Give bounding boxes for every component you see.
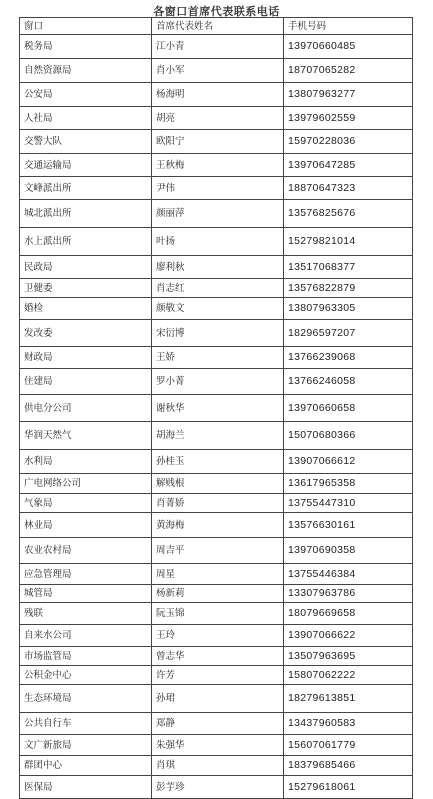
cell-phone-number: 13755446384 — [284, 564, 413, 585]
cell-window: 林业局 — [20, 513, 152, 538]
cell-representative-name: 孙珺 — [152, 685, 284, 713]
cell-phone-number: 15970228036 — [284, 130, 413, 154]
cell-representative-name: 王秋梅 — [152, 154, 284, 177]
cell-phone-number: 13807963305 — [284, 298, 413, 320]
cell-window: 住建局 — [20, 369, 152, 395]
table-row — [20, 474, 413, 494]
cell-phone-number: 13766246058 — [284, 369, 413, 395]
table-row — [20, 347, 413, 369]
cell-representative-name: 肖志红 — [152, 279, 284, 298]
cell-representative-name: 王娇 — [152, 347, 284, 369]
cell-representative-name: 肖小军 — [152, 59, 284, 83]
cell-phone-number: 13507963695 — [284, 647, 413, 666]
cell-phone-number: 13617965358 — [284, 474, 413, 494]
cell-representative-name: 杨海明 — [152, 83, 284, 107]
cell-representative-name: 肖菁娇 — [152, 494, 284, 513]
cell-phone-number: 15279821014 — [284, 228, 413, 256]
cell-window: 文广新旅局 — [20, 735, 152, 756]
cell-window: 发改委 — [20, 320, 152, 347]
cell-phone-number: 13766239068 — [284, 347, 413, 369]
cell-window: 自来水公司 — [20, 625, 152, 647]
cell-window: 公安局 — [20, 83, 152, 107]
cell-representative-name: 杨新莉 — [152, 585, 284, 603]
cell-phone-number: 15070680366 — [284, 422, 413, 450]
cell-phone-number: 13576825676 — [284, 200, 413, 228]
cell-representative-name: 尹伟 — [152, 177, 284, 200]
table-header-row — [20, 18, 413, 35]
cell-phone-number: 13517068377 — [284, 256, 413, 279]
cell-phone-number: 13907066622 — [284, 625, 413, 647]
header-window: 窗口 — [20, 18, 152, 35]
table-row — [20, 395, 413, 422]
cell-representative-name: 欧阳宁 — [152, 130, 284, 154]
cell-window: 自然资源局 — [20, 59, 152, 83]
cell-representative-name: 许芳 — [152, 666, 284, 685]
table-row — [20, 256, 413, 279]
table-row — [20, 538, 413, 564]
cell-window: 人社局 — [20, 107, 152, 130]
table-body — [20, 35, 413, 799]
table-row — [20, 177, 413, 200]
cell-representative-name: 王玲 — [152, 625, 284, 647]
cell-representative-name: 孙桂玉 — [152, 450, 284, 474]
table-row — [20, 685, 413, 713]
cell-representative-name: 叶扬 — [152, 228, 284, 256]
cell-window: 财政局 — [20, 347, 152, 369]
cell-phone-number: 15279618061 — [284, 776, 413, 799]
cell-window: 广电网络公司 — [20, 474, 152, 494]
header-phone-number: 手机号码 — [284, 18, 413, 35]
table-row — [20, 585, 413, 603]
table-row — [20, 776, 413, 799]
cell-representative-name: 朱强华 — [152, 735, 284, 756]
table-row — [20, 320, 413, 347]
cell-window: 公共自行车 — [20, 713, 152, 735]
cell-window: 水上派出所 — [20, 228, 152, 256]
cell-window: 应急管理局 — [20, 564, 152, 585]
cell-phone-number: 13307963786 — [284, 585, 413, 603]
cell-phone-number: 13970660485 — [284, 35, 413, 59]
table-row — [20, 647, 413, 666]
cell-phone-number: 13755447310 — [284, 494, 413, 513]
cell-window: 公积金中心 — [20, 666, 152, 685]
table-row — [20, 279, 413, 298]
table-row — [20, 59, 413, 83]
cell-window: 医保局 — [20, 776, 152, 799]
table-row — [20, 513, 413, 538]
cell-window: 民政局 — [20, 256, 152, 279]
table-row — [20, 603, 413, 625]
cell-phone-number: 15607061779 — [284, 735, 413, 756]
cell-window: 税务局 — [20, 35, 152, 59]
cell-phone-number: 15807062222 — [284, 666, 413, 685]
table-row — [20, 35, 413, 59]
cell-representative-name: 胡亮 — [152, 107, 284, 130]
cell-representative-name: 阮玉锦 — [152, 603, 284, 625]
table-row — [20, 228, 413, 256]
header-representative-name: 首席代表姓名 — [152, 18, 284, 35]
table-row — [20, 369, 413, 395]
table-row — [20, 494, 413, 513]
cell-window: 卫健委 — [20, 279, 152, 298]
cell-representative-name: 颜敬文 — [152, 298, 284, 320]
cell-window: 气象局 — [20, 494, 152, 513]
cell-window: 市场监管局 — [20, 647, 152, 666]
cell-representative-name: 颜丽萍 — [152, 200, 284, 228]
cell-window: 农业农村局 — [20, 538, 152, 564]
cell-representative-name: 解贱根 — [152, 474, 284, 494]
cell-representative-name: 肖琪 — [152, 756, 284, 776]
cell-phone-number: 13970647285 — [284, 154, 413, 177]
cell-window: 残联 — [20, 603, 152, 625]
table-row — [20, 625, 413, 647]
cell-phone-number: 13437960583 — [284, 713, 413, 735]
cell-window: 水利局 — [20, 450, 152, 474]
cell-representative-name: 曾志华 — [152, 647, 284, 666]
cell-representative-name: 廖利秋 — [152, 256, 284, 279]
cell-representative-name: 宋衍博 — [152, 320, 284, 347]
table-row — [20, 666, 413, 685]
page-title: 各窗口首席代表联系电话 — [153, 5, 280, 18]
cell-representative-name: 谢秋华 — [152, 395, 284, 422]
cell-representative-name: 胡海兰 — [152, 422, 284, 450]
cell-window: 供电分公司 — [20, 395, 152, 422]
cell-phone-number: 18079669658 — [284, 603, 413, 625]
table-row — [20, 130, 413, 154]
cell-window: 婚检 — [20, 298, 152, 320]
table-row — [20, 154, 413, 177]
cell-window: 生态环境局 — [20, 685, 152, 713]
cell-phone-number: 18870647323 — [284, 177, 413, 200]
cell-phone-number: 18379685466 — [284, 756, 413, 776]
cell-phone-number: 18296597207 — [284, 320, 413, 347]
cell-window: 文峰派出所 — [20, 177, 152, 200]
table-row — [20, 756, 413, 776]
contact-table — [19, 17, 413, 799]
cell-representative-name: 周吉平 — [152, 538, 284, 564]
table-row — [20, 422, 413, 450]
cell-window: 交警大队 — [20, 130, 152, 154]
cell-window: 城北派出所 — [20, 200, 152, 228]
cell-phone-number: 13970660658 — [284, 395, 413, 422]
cell-phone-number: 18707065282 — [284, 59, 413, 83]
cell-phone-number: 13807963277 — [284, 83, 413, 107]
cell-phone-number: 13979602559 — [284, 107, 413, 130]
cell-representative-name: 彭芋珍 — [152, 776, 284, 799]
cell-window: 群团中心 — [20, 756, 152, 776]
table-row — [20, 107, 413, 130]
cell-representative-name: 罗小菁 — [152, 369, 284, 395]
cell-representative-name: 江小青 — [152, 35, 284, 59]
cell-representative-name: 郑静 — [152, 713, 284, 735]
cell-phone-number: 18279613851 — [284, 685, 413, 713]
cell-window: 交通运输局 — [20, 154, 152, 177]
table-row — [20, 450, 413, 474]
table-row — [20, 735, 413, 756]
cell-representative-name: 黄海梅 — [152, 513, 284, 538]
cell-phone-number: 13907066612 — [284, 450, 413, 474]
cell-phone-number: 13576630161 — [284, 513, 413, 538]
cell-phone-number: 13576822879 — [284, 279, 413, 298]
cell-window: 华润天然气 — [20, 422, 152, 450]
table-row — [20, 83, 413, 107]
table-row — [20, 713, 413, 735]
cell-window: 城管局 — [20, 585, 152, 603]
table-row — [20, 564, 413, 585]
table-row — [20, 200, 413, 228]
cell-representative-name: 周星 — [152, 564, 284, 585]
table-row — [20, 298, 413, 320]
cell-phone-number: 13970690358 — [284, 538, 413, 564]
